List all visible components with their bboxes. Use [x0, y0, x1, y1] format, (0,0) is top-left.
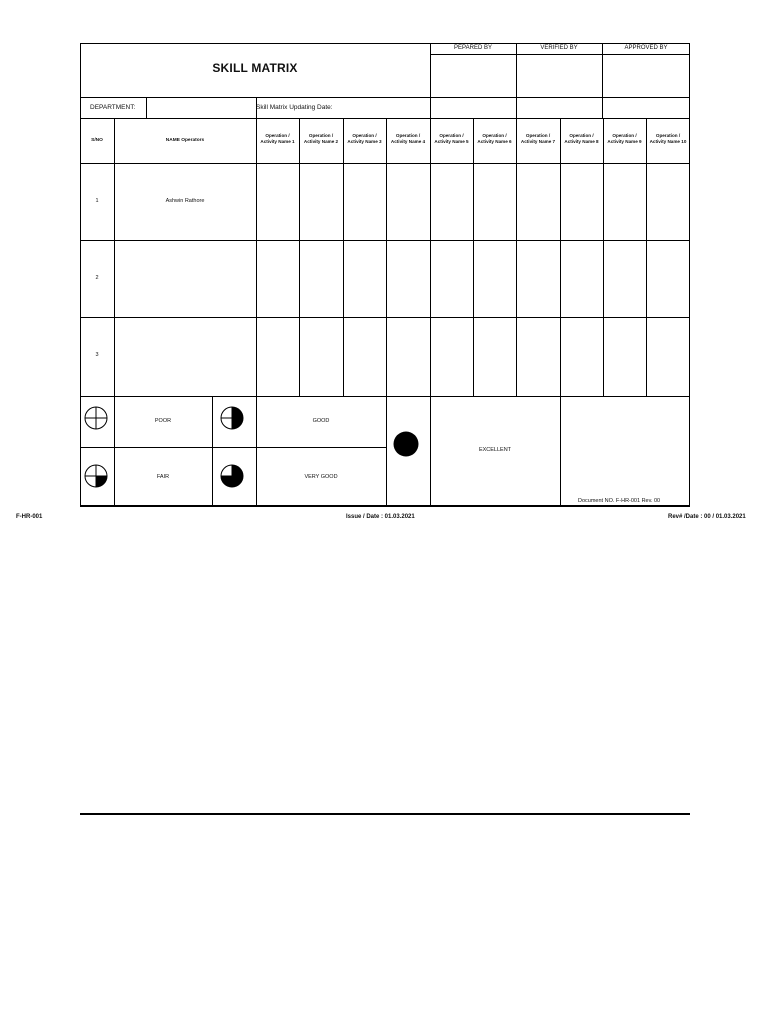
department-bottom-rule [80, 118, 690, 119]
footer-revision: Rev# /Date : 00 / 01.03.2021 [668, 514, 746, 520]
activity-header-7-line-1: Operation / [525, 133, 551, 138]
activity-divider-3 [343, 118, 344, 396]
very-good-level-icon [220, 464, 244, 488]
update-date-label: Skill Matrix Updating Date: [256, 104, 333, 111]
activity-header-9-line-2: Activity Name 9 [607, 139, 642, 144]
signature-header-rule [430, 54, 690, 55]
update-date-field[interactable] [431, 99, 689, 117]
row-operator-name[interactable]: Ashwin Rathore [165, 198, 205, 204]
activity-header-7-line-2: Activity Name 7 [520, 139, 556, 144]
good-level-icon [220, 406, 244, 430]
poor-level-icon [84, 406, 108, 430]
excellent-label: EXCELLENT [478, 447, 512, 453]
activity-divider-2 [299, 118, 300, 396]
sno-column-header: S/NO [91, 138, 103, 143]
activity-divider-8 [560, 118, 561, 507]
legend-middle-rule [80, 447, 386, 448]
verified-by-label: VERIFIED BY [540, 45, 578, 51]
name-column-header: NAME Operators [165, 138, 205, 143]
activity-header-9-line-1: Operation / [612, 133, 637, 138]
activity-divider-4 [386, 118, 387, 507]
prepared-by-signature-field[interactable] [431, 56, 515, 96]
activity-header-6-line-1: Operation / [482, 133, 507, 138]
verified-by-signature-field[interactable] [517, 56, 601, 96]
bottom-separator-line [80, 813, 690, 815]
activity-header-3-line-2: Activity Name 3 [347, 139, 382, 144]
very-good-label: VERY GOOD [304, 474, 338, 480]
activity-header-4-line-1: Operation / [395, 133, 421, 138]
title-bottom-rule [80, 97, 690, 98]
fair-level-icon [84, 464, 108, 488]
activity-header-5-line-1: Operation / [439, 133, 464, 138]
row-sno: 1 [95, 198, 99, 204]
fair-label: FAIR [156, 474, 170, 480]
row-3-bottom-rule [80, 396, 690, 397]
department-divider-1 [146, 97, 147, 118]
row-1-bottom-rule [80, 240, 690, 241]
document-number: Document NO. F-HR-001 Rev. 00 [578, 498, 661, 504]
footer-issue-date: Issue / Date : 01.03.2021 [346, 514, 415, 520]
poor-label: POOR [154, 418, 172, 424]
activity-header-10-line-1: Operation / [655, 133, 681, 138]
activity-header-1-line-1: Operation / [265, 133, 290, 138]
activity-header-5-line-2: Activity Name 5 [434, 139, 469, 144]
activity-header-8-line-2: Activity Name 8 [564, 139, 599, 144]
footer-form-code: F-HR-001 [16, 514, 43, 520]
excellent-level-icon [393, 431, 419, 457]
activity-divider-9 [603, 118, 604, 396]
row-2-bottom-rule [80, 317, 690, 318]
activity-header-3-line-1: Operation / [352, 133, 377, 138]
activity-header-2-line-2: Activity Name 2 [303, 139, 339, 144]
legend-symbol-divider [212, 396, 213, 507]
approved-by-signature-field[interactable] [603, 56, 689, 96]
name-column-divider [256, 118, 257, 507]
approved-by-label: APPROVED BY [624, 45, 668, 51]
row-sno: 2 [95, 275, 99, 281]
activity-header-10-line-2: Activity Name 10 [649, 139, 687, 144]
activity-divider-10 [646, 118, 647, 396]
activity-header-1-line-2: Activity Name 1 [260, 139, 295, 144]
page-title: SKILL MATRIX [212, 61, 298, 75]
activity-divider-6 [473, 118, 474, 396]
prepared-by-label: PEPARED BY [454, 45, 492, 51]
activity-header-2-line-1: Operation / [308, 133, 334, 138]
row-sno: 3 [95, 352, 99, 358]
good-label: GOOD [312, 418, 330, 424]
activity-divider-7 [516, 118, 517, 396]
column-header-bottom-rule [80, 163, 690, 164]
activity-header-4-line-2: Activity Name 4 [390, 139, 426, 144]
activity-header-6-line-2: Activity Name 6 [477, 139, 512, 144]
sno-column-divider [114, 118, 115, 507]
activity-header-8-line-1: Operation / [569, 133, 594, 138]
department-label: DEPARTMENT: [90, 104, 136, 111]
